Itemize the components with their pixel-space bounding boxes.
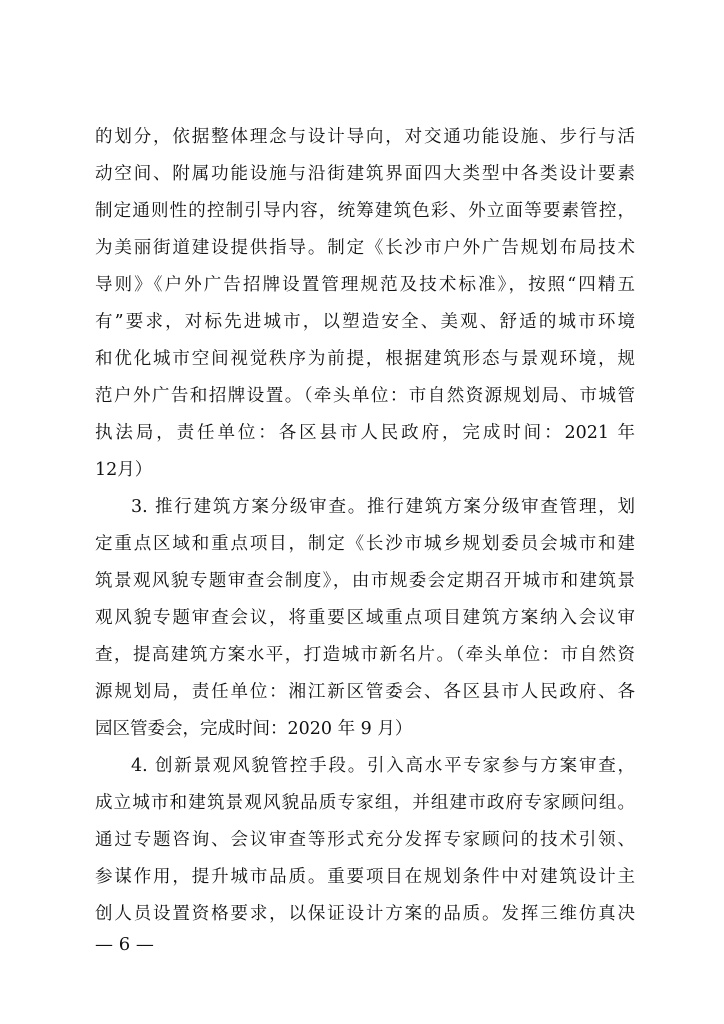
text-line: 12月）	[95, 460, 153, 480]
text-line: 导则》《户外广告招牌设置管理规范及技术标准》，按照“四精五	[95, 275, 635, 295]
text-line: 执法局，责任单位：各区县市人民政府，完成时间：2021 年	[95, 423, 635, 443]
text-line: 成立城市和建筑景观风貌品质专家组，并组建市政府专家顾问组。	[95, 793, 635, 813]
text-line: 筑景观风貌专题审查会制度》，由市规委会定期召开城市和建筑景	[95, 571, 635, 591]
text-line: 有”要求，对标先进城市，以塑造安全、美观、舒适的城市环境	[95, 312, 635, 332]
text-line: 动空间、附属功能设施与沿街建筑界面四大类型中各类设计要素	[95, 164, 635, 184]
text-line: 3. 推行建筑方案分级审查。推行建筑方案分级审查管理，划	[131, 497, 635, 517]
text-line: 观风貌专题审查会议，将重要区域重点项目建筑方案纳入会议审	[95, 608, 635, 628]
text-line: 园区管委会，完成时间：2020 年 9 月）	[95, 719, 413, 739]
text-line: 源规划局，责任单位：湘江新区管委会、各区县市人民政府、各	[95, 682, 635, 702]
text-line: 创人员设置资格要求，以保证设计方案的品质。发挥三维仿真决	[95, 904, 635, 924]
text-line: 的划分，依据整体理念与设计导向，对交通功能设施、步行与活	[95, 127, 635, 147]
text-line: 查，提高建筑方案水平，打造城市新名片。（牵头单位：市自然资	[95, 645, 635, 665]
text-line: 范户外广告和招牌设置。（牵头单位：市自然资源规划局、市城管	[95, 386, 635, 406]
text-line: 参谋作用，提升城市品质。重要项目在规划条件中对建筑设计主	[95, 867, 635, 887]
text-line: 4. 创新景观风貌管控手段。引入高水平专家参与方案审查，	[131, 756, 635, 776]
text-line: 为美丽街道建设提供指导。制定《长沙市户外广告规划布局技术	[95, 238, 635, 258]
text-line: 定重点区域和重点项目，制定《长沙市城乡规划委员会城市和建	[95, 534, 635, 554]
page-number: — 6 —	[95, 934, 154, 955]
text-line: 制定通则性的控制引导内容，统筹建筑色彩、外立面等要素管控，	[95, 201, 635, 221]
text-line: 通过专题咨询、会议审查等形式充分发挥专家顾问的技术引领、	[95, 830, 635, 850]
text-line: 和优化城市空间视觉秩序为前提，根据建筑形态与景观环境，规	[95, 349, 635, 369]
body-text	[95, 119, 635, 933]
